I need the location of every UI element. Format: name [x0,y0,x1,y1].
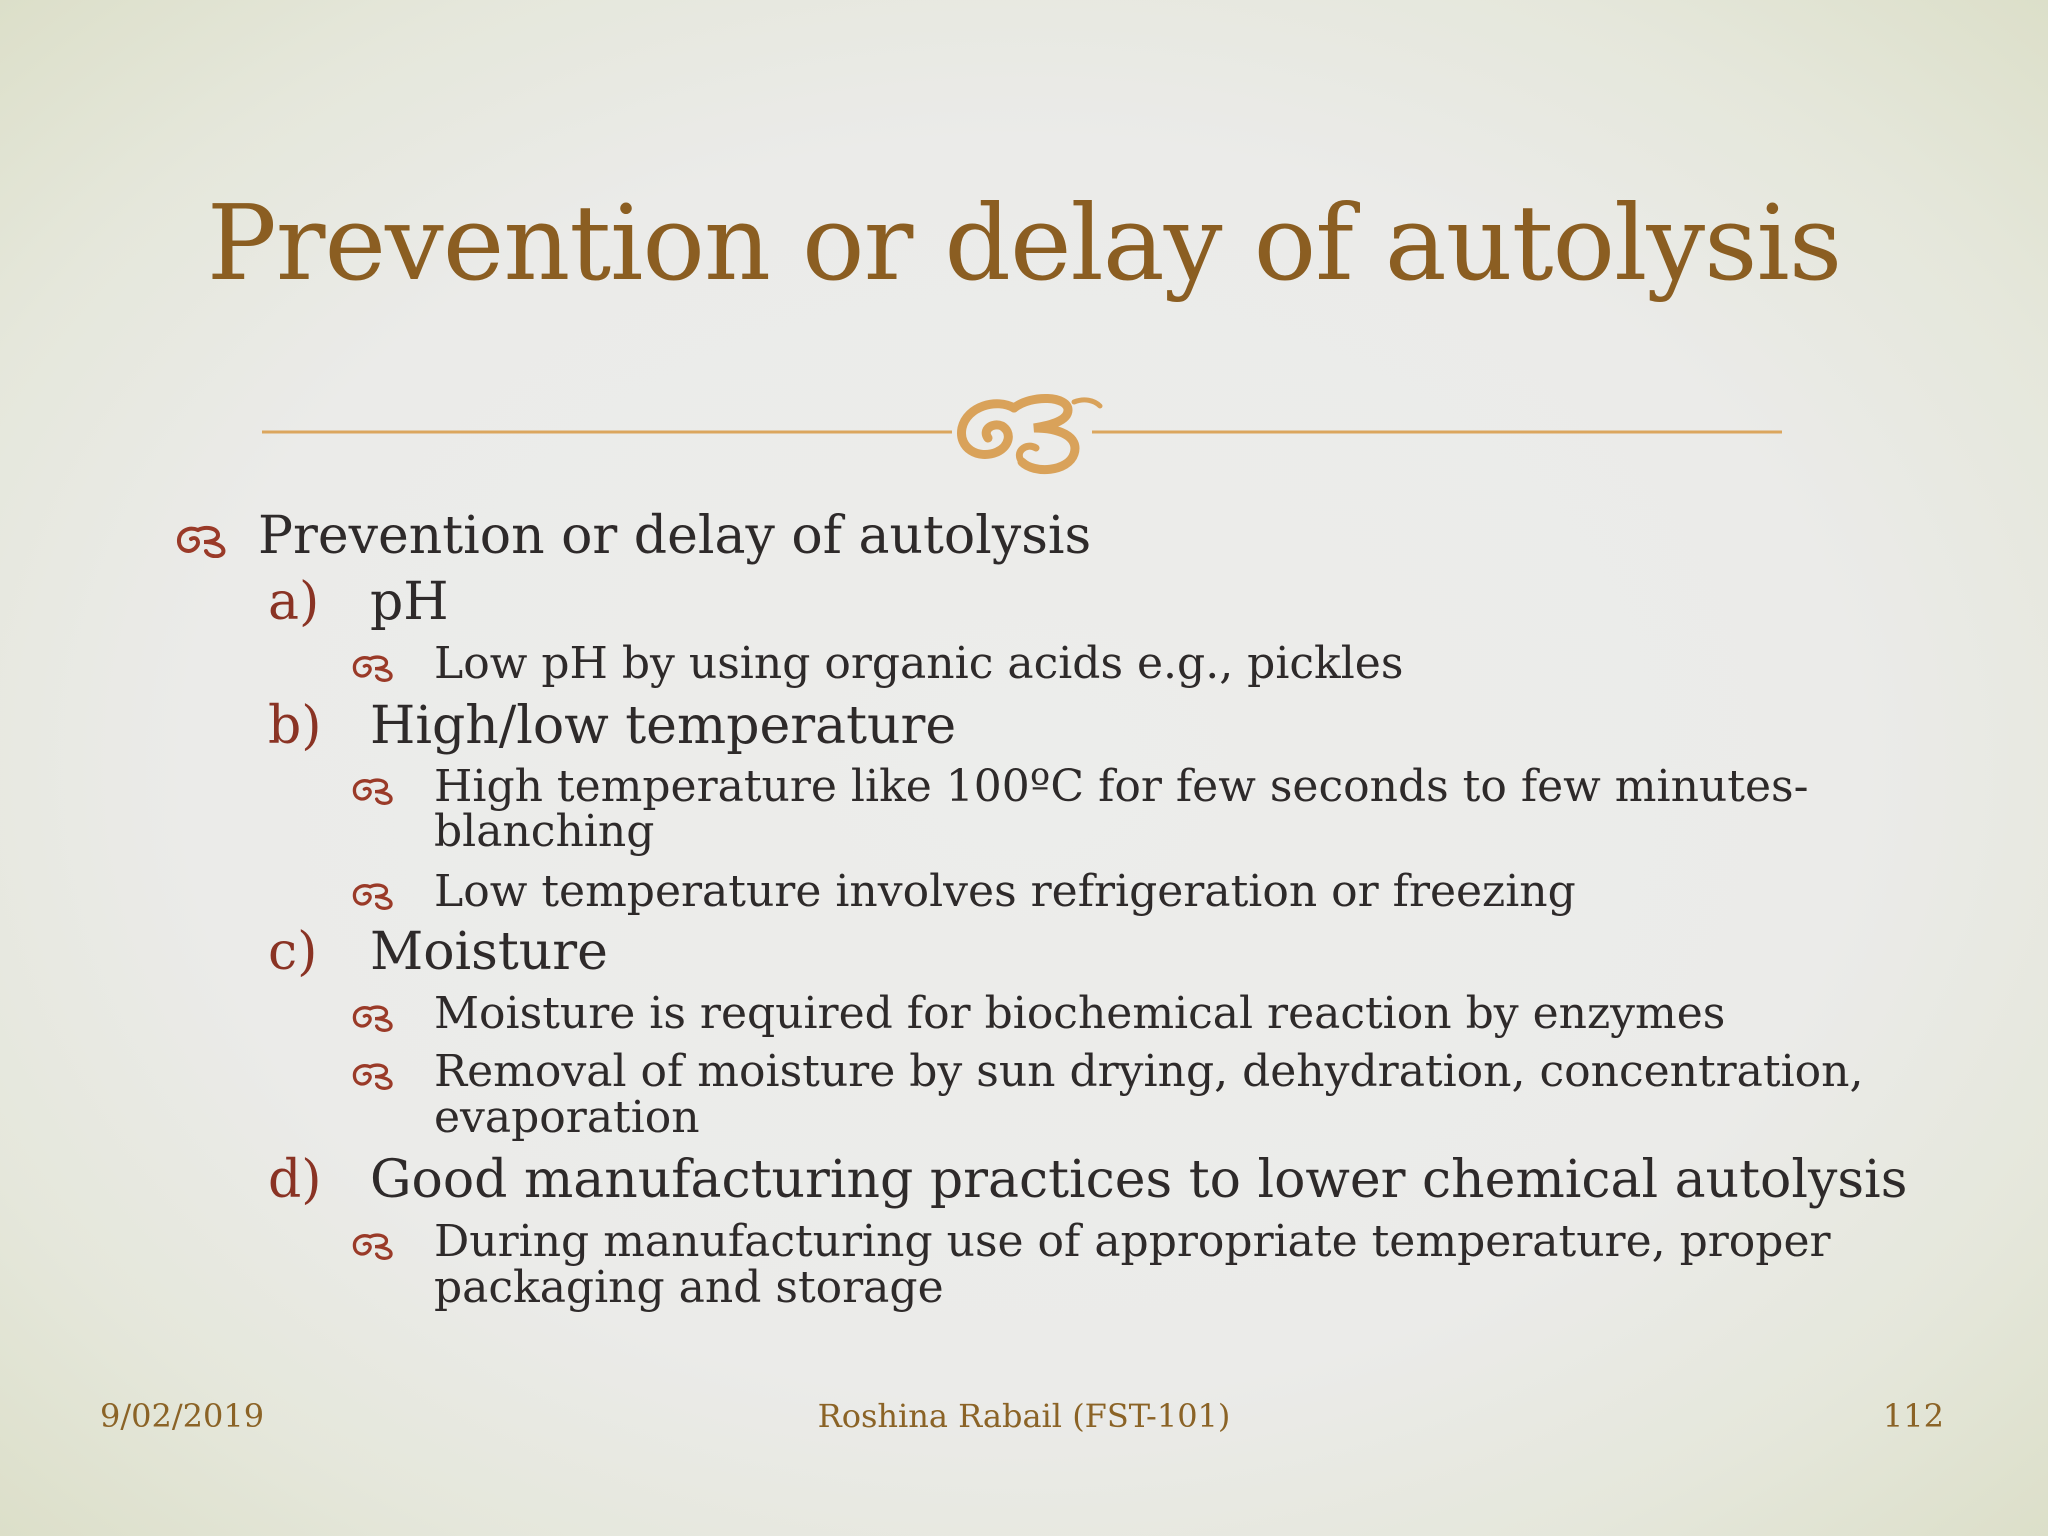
item-letter-b: b) [268,696,322,756]
curly-bullet-icon [352,1060,398,1090]
footer-date: 9/02/2019 [100,1397,265,1435]
item-heading-ph: pH [370,572,449,632]
subpoint-text: Low pH by using organic acids e.g., pickles [434,638,1404,689]
subpoint-text-continued: packaging and storage [434,1262,944,1313]
curly-bullet-icon [352,652,398,682]
slide-title: Prevention or delay of autolysis [206,182,1842,304]
footer-page-number: 112 [1882,1397,1944,1435]
curly-bullet-icon [352,775,398,805]
item-letter-d: d) [268,1150,322,1210]
item-letter-a: a) [268,572,320,632]
curly-bullet-icon [352,1002,398,1032]
item-heading-moisture: Moisture [370,922,608,982]
subpoint-text: Low temperature involves refrigeration or freezing [434,866,1576,917]
subpoint-text-continued: evaporation [434,1092,700,1143]
curly-bullet-icon [352,1230,398,1260]
subpoint-text: Removal of moisture by sun drying, dehydration, concentration, [434,1046,1864,1097]
item-letter-c: c) [268,922,318,982]
subpoint-text: High temperature like 100ºC for few seconds to few minutes- [434,761,1809,812]
footer-author: Roshina Rabail (FST-101) [817,1397,1231,1435]
main-point-text: Prevention or delay of autolysis [258,506,1092,566]
item-heading-gmp: Good manufacturing practices to lower chemical autolysis [370,1150,1908,1210]
subpoint-text-continued: blanching [434,806,655,857]
subpoint-text: Moisture is required for biochemical reaction by enzymes [434,988,1726,1039]
curly-bullet-icon [352,880,398,910]
subpoint-text: During manufacturing use of appropriate temperature, proper [434,1216,1831,1267]
item-heading-temperature: High/low temperature [370,696,957,756]
curly-bullet-icon [176,522,232,558]
